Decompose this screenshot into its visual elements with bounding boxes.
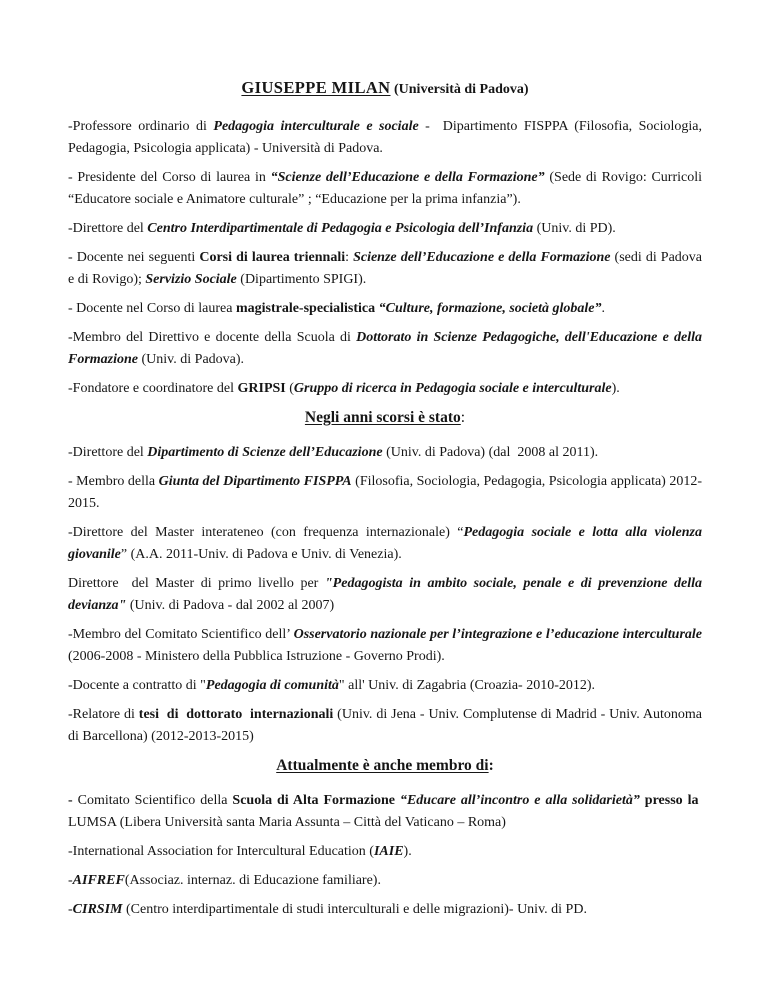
text-segment: (2006-2008 - Ministero della Pubblica Istruzione - Governo Prodi). [68,649,445,664]
paragraph [68,624,702,668]
text-segment: : [345,250,354,265]
text-segment: ). [611,381,620,396]
text-segment: - [68,902,73,917]
paragraph [68,378,702,400]
text-segment: Direttore del Master di primo livello per [68,576,325,591]
text-segment: . [601,301,605,316]
text-segment: “Educare all’incontro e alla solidarietà” [399,793,640,808]
text-segment: (Univ. di PD). [533,221,616,236]
text-segment: (Univ. di Padova). [138,352,245,367]
section-heading [68,755,702,777]
document-content [68,78,702,921]
text-segment: - [68,793,78,808]
text-segment: -International Association for Intercultural Education ( [68,844,374,859]
text-segment: " all' Univ. di Zagabria (Croazia- 2010-2012). [338,678,596,693]
text-segment: GIUSEPPE MILAN [241,78,391,97]
text-segment: (sedi di Padova e di Rovigo); [68,250,703,287]
paragraph [68,870,702,892]
paragraph [68,704,702,748]
text-segment: (Associaz. internaz. di Educazione familiare). [124,873,381,888]
text-segment: Dottorato in Scienze Pedagogiche, dell'Educazione e della Formazione [68,330,702,367]
text-segment: presso la [644,793,699,808]
text-segment: - Docente nei seguenti [68,250,200,265]
text-segment: Pedagogia sociale e lotta alla violenza giovanile [68,525,702,562]
text-segment: : [460,409,466,426]
paragraph [68,573,702,617]
paragraph [68,442,702,464]
text-segment: - Docente nel Corso di laurea [68,301,236,316]
paragraph [68,841,702,863]
text-segment: Scienze dell’Educazione e della Formazione [353,250,611,265]
text-segment: Scuola di Alta Formazione [232,793,400,808]
text-segment: LUMSA (Libera Università santa Maria Assunta – Città del Vaticano – Roma) [68,793,702,830]
text-segment: -Professore ordinario di [68,119,214,134]
text-segment: Attualmente è anche membro di [276,757,489,774]
text-segment: (Centro interdipartimentale di studi interculturali e delle migrazioni)- Univ. di PD. [122,902,587,917]
text-segment: Gruppo di ricerca in Pedagogia sociale e interculturale [293,381,612,396]
paragraph [68,327,702,371]
text-segment: AIFREF [72,873,125,888]
text-segment: “Scienze dell’Educazione e della Formazione” [270,170,545,185]
text-segment: ). [403,844,412,859]
text-segment: Pedagogia di comunità [205,678,339,693]
text-segment: Servizio Sociale [145,272,237,287]
text-segment: Comitato Scientifico della [77,793,233,808]
text-segment: -Direttore del [68,445,148,460]
text-segment: -Membro del Comitato Scientifico dell’ [68,627,294,642]
text-segment: - Presidente del Corso di laurea in [68,170,271,185]
document-title [68,78,702,100]
paragraph [68,790,702,834]
text-segment: "Pedagogista in ambito sociale, penale e di prevenzione della devianza" [68,576,702,613]
paragraph [68,298,702,320]
text-segment: -Direttore del Master interateneo (con frequenza internazionale) “ [68,525,464,540]
text-segment: (Università di Padova) [394,82,529,97]
text-segment: Pedagogia interculturale e sociale [213,119,419,134]
text-segment: - [68,873,73,888]
paragraph [68,899,702,921]
text-segment: CIRSIM [72,902,123,917]
text-segment: Corsi di laurea triennali [199,250,346,265]
text-segment: -Direttore del [68,221,148,236]
paragraph [68,116,702,160]
text-segment: ( [285,381,294,396]
text-segment: -Membro del Direttivo e docente della Scuola di [68,330,357,345]
text-segment: ” (A.A. 2011-Univ. di Padova e Univ. di Venezia). [120,547,402,562]
text-segment: (Univ. di Padova - dal 2002 al 2007) [126,598,335,613]
text-segment: - Membro della [68,474,159,489]
text-segment: Giunta del Dipartimento FISPPA [158,474,352,489]
paragraph [68,675,702,697]
text-segment: (Univ. di Jena - Univ. Complutense di Madrid - Univ. Autonoma di Barcellona) (2012-2013-2015) [68,707,703,744]
text-segment: (Filosofia, Sociologia, Pedagogia, Psicologia applicata) 2012-2015. [68,474,702,511]
text-segment: Dipartimento di Scienze dell’Educazione [147,445,383,460]
text-segment: (Univ. di Padova) (dal 2008 al 2011). [382,445,599,460]
text-segment: (Dipartimento SPIGI). [236,272,367,287]
text-segment: -Docente a contratto di " [68,678,206,693]
text-segment: tesi di dottorato internazionali [138,707,334,722]
text-segment: : [488,757,494,774]
text-segment: Negli anni scorsi è stato [304,409,461,426]
text-segment: -Relatore di [68,707,139,722]
text-segment: (Sede di Rovigo: Curricoli “Educatore sociale e Animatore culturale” ; “Educazione per la prima infanzia”). [68,170,702,207]
paragraph [68,218,702,240]
text-segment: GRIPSI [237,381,286,396]
paragraph [68,471,702,515]
paragraph [68,247,702,291]
section-heading [68,407,702,429]
text-segment: Centro Interdipartimentale di Pedagogia e Psicologia dell’Infanzia [147,221,534,236]
text-segment: -Fondatore e coordinatore del [68,381,238,396]
text-segment: IAIE [373,844,404,859]
paragraph [68,522,702,566]
text-segment: - Dipartimento FISPPA (Filosofia, Sociologia, Pedagogia, Psicologia applicata) - Università di Padova. [68,119,703,156]
text-segment: “Culture, formazione, società globale” [378,301,602,316]
text-segment: magistrale-specialistica [235,301,379,316]
paragraph [68,167,702,211]
text-segment: Osservatorio nazionale per l’integrazione e l’educazione interculturale [293,627,702,642]
